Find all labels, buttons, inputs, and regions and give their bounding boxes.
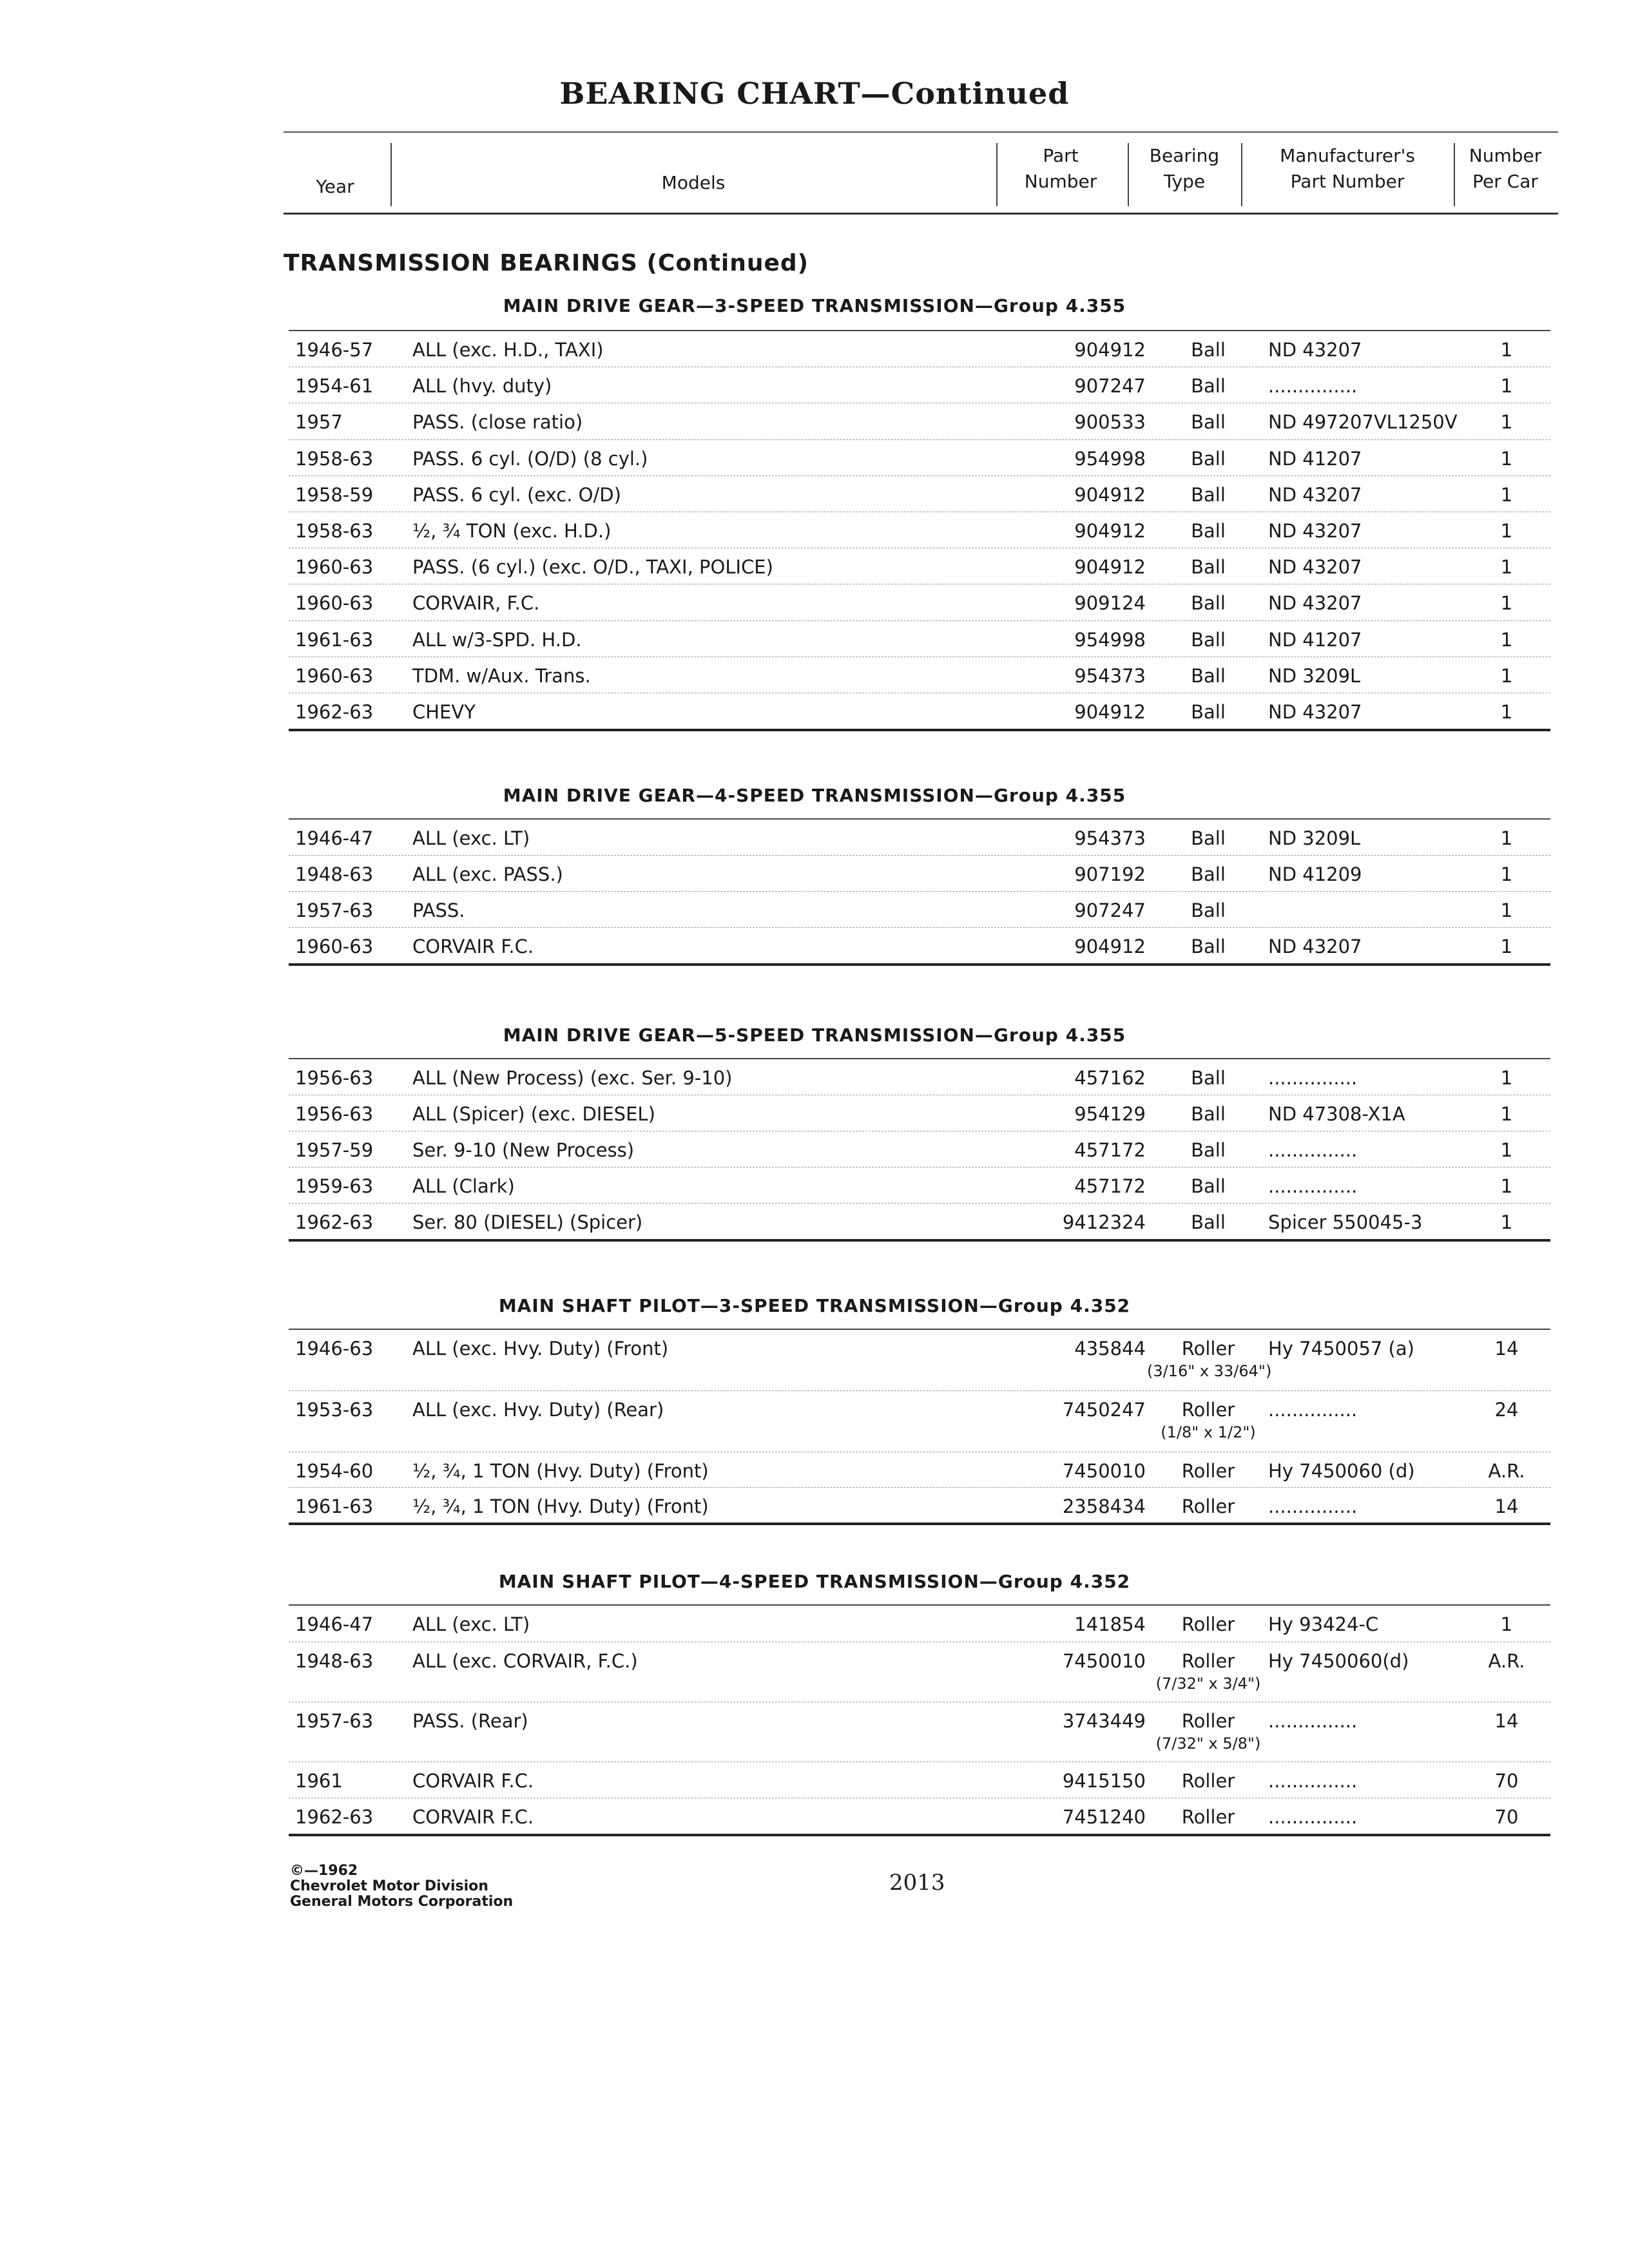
footer-corporation: General Motors Corporation <box>290 1894 514 1910</box>
mfr-part-cell: ............... <box>1268 1770 1358 1792</box>
table-row <box>289 476 1550 512</box>
part-number-cell: 9415150 <box>1062 1770 1146 1792</box>
mfr-part-cell: ND 43207 <box>1268 700 1362 723</box>
group-title: MAIN SHAFT PILOT—3-SPEED TRANSMISSION—Group 4.352 <box>498 1295 1131 1316</box>
mfr-part-cell: ND 3209L <box>1268 664 1361 687</box>
model-cell: ALL (exc. Hvy. Duty) (Rear) <box>412 1399 664 1421</box>
year-cell: 1948-63 <box>295 1650 374 1672</box>
model-cell: PASS. (6 cyl.) (exc. O/D., TAXI, POLICE) <box>412 556 773 579</box>
part-number-cell: 904912 <box>1074 700 1146 723</box>
part-number-cell: 435844 <box>1074 1338 1146 1360</box>
per-car-cell: 1 <box>1500 628 1513 651</box>
bearing-type-cell: Ball <box>1191 700 1226 723</box>
mfr-part-cell: ............... <box>1268 1139 1358 1161</box>
year-cell: 1958-59 <box>295 483 374 506</box>
bearing-type-cell: Ball <box>1191 519 1226 542</box>
header-bottom-rule <box>284 213 1558 215</box>
mfr-part-cell: ............... <box>1268 1175 1358 1197</box>
group-title: MAIN DRIVE GEAR—4-SPEED TRANSMISSION—Group 4.355 <box>503 785 1126 806</box>
per-car-cell: 1 <box>1500 375 1513 398</box>
table-row <box>289 331 1550 367</box>
mfr-part-cell: ............... <box>1268 375 1358 398</box>
mfr-part-cell: ND 43207 <box>1268 519 1362 542</box>
col-header-bearing-type <box>1128 143 1241 195</box>
year-cell: 1962-63 <box>295 1211 374 1233</box>
model-cell: CORVAIR F.C. <box>412 1770 534 1792</box>
roller-size-cell: (1/8" x 1/2") <box>1161 1423 1256 1441</box>
model-cell: ALL (Clark) <box>412 1175 515 1197</box>
per-car-cell: A.R. <box>1488 1650 1525 1672</box>
per-car-cell: 1 <box>1500 483 1513 506</box>
bearing-table <box>289 1329 1550 1525</box>
model-cell: ½, ¾ TON (exc. H.D.) <box>412 519 612 542</box>
per-car-cell: 1 <box>1500 447 1513 470</box>
per-car-cell: 1 <box>1500 936 1513 957</box>
part-number-cell: 2358434 <box>1062 1495 1146 1517</box>
per-car-cell: A.R. <box>1488 1460 1525 1482</box>
bearing-type-cell: Ball <box>1191 664 1226 687</box>
bearing-type-cell: Ball <box>1191 827 1226 849</box>
model-cell: Ser. 80 (DIESEL) (Spicer) <box>412 1211 643 1233</box>
table-row <box>289 927 1550 963</box>
per-car-cell: 24 <box>1494 1399 1519 1421</box>
part-number-cell: 7450247 <box>1062 1399 1146 1421</box>
model-cell: ½, ¾, 1 TON (Hvy. Duty) (Front) <box>412 1460 709 1482</box>
mfr-part-cell: Hy 7450057 (a) <box>1268 1338 1414 1360</box>
year-cell: 1957-59 <box>295 1139 374 1161</box>
model-cell: PASS. (close ratio) <box>412 411 583 434</box>
per-car-cell: 70 <box>1494 1806 1519 1828</box>
year-cell: 1960-63 <box>295 592 374 615</box>
per-car-cell: 1 <box>1500 827 1513 849</box>
section-heading: TRANSMISSION BEARINGS (Continued) <box>284 250 809 276</box>
bearing-type-cell: Roller <box>1181 1806 1235 1828</box>
group-title: MAIN DRIVE GEAR—5-SPEED TRANSMISSION—Group 4.355 <box>503 1024 1126 1046</box>
per-car-cell: 1 <box>1500 1613 1513 1635</box>
mfr-part-cell: ............... <box>1268 1495 1358 1517</box>
table-row <box>289 820 1550 855</box>
year-cell: 1958-63 <box>295 519 374 542</box>
model-cell: ALL (Spicer) (exc. DIESEL) <box>412 1103 655 1125</box>
per-car-cell: 1 <box>1500 1175 1513 1197</box>
col-header-qty-line1: Number <box>1469 145 1542 166</box>
mfr-part-cell: Spicer 550045-3 <box>1268 1211 1423 1233</box>
col-header-part-line2: Number <box>1024 171 1097 192</box>
mfr-part-cell: ND 47308-X1A <box>1268 1103 1405 1125</box>
model-cell: ALL (exc. Hvy. Duty) (Front) <box>412 1338 669 1360</box>
bearing-type-cell: Ball <box>1191 1067 1226 1089</box>
col-header-year: Year <box>316 176 354 197</box>
mfr-part-cell: ND 43207 <box>1268 483 1362 506</box>
per-car-cell: 1 <box>1500 556 1513 579</box>
footer-division: Chevrolet Motor Division <box>290 1878 488 1894</box>
part-number-cell: 954373 <box>1074 827 1146 849</box>
mfr-part-cell: ND 43207 <box>1268 339 1362 361</box>
per-car-cell: 1 <box>1500 592 1513 615</box>
per-car-cell: 1 <box>1500 1067 1513 1089</box>
per-car-cell: 1 <box>1500 700 1513 723</box>
year-cell: 1946-63 <box>295 1338 374 1360</box>
table-row <box>289 1167 1550 1203</box>
part-number-cell: 900533 <box>1074 411 1146 434</box>
table-row <box>289 584 1550 620</box>
year-cell: 1953-63 <box>295 1399 374 1421</box>
mfr-part-cell: ND 3209L <box>1268 827 1361 849</box>
bearing-type-cell: Ball <box>1191 1211 1226 1233</box>
part-number-cell: 904912 <box>1074 556 1146 579</box>
model-cell: ALL (New Process) (exc. Ser. 9-10) <box>412 1067 733 1089</box>
bearing-table <box>289 1058 1550 1242</box>
part-number-cell: 954129 <box>1074 1103 1146 1125</box>
part-number-cell: 457162 <box>1074 1067 1146 1089</box>
part-number-cell: 904912 <box>1074 339 1146 361</box>
year-cell: 1962-63 <box>295 1806 374 1828</box>
mfr-part-cell: Hy 93424-C <box>1268 1613 1379 1635</box>
year-cell: 1946-57 <box>295 339 374 361</box>
bearing-table <box>289 1604 1550 1836</box>
mfr-part-cell: Hy 7450060(d) <box>1268 1650 1409 1672</box>
bearing-type-cell: Roller <box>1181 1399 1235 1421</box>
page-title: BEARING CHART—Continued <box>559 76 1070 111</box>
part-number-cell: 954373 <box>1074 664 1146 687</box>
bearing-type-cell: Ball <box>1191 899 1226 921</box>
bearing-type-cell: Ball <box>1191 1175 1226 1197</box>
bearing-type-cell: Roller <box>1181 1495 1235 1517</box>
model-cell: CORVAIR, F.C. <box>412 592 540 615</box>
year-cell: 1962-63 <box>295 700 374 723</box>
part-number-cell: 141854 <box>1074 1613 1146 1635</box>
part-number-cell: 457172 <box>1074 1139 1146 1161</box>
bearing-type-cell: Ball <box>1191 1139 1226 1161</box>
table-row <box>289 855 1550 891</box>
bearing-type-cell: Ball <box>1191 628 1226 651</box>
per-car-cell: 1 <box>1500 339 1513 361</box>
mfr-part-cell: ............... <box>1268 1399 1358 1421</box>
roller-size-cell: (7/32" x 5/8") <box>1155 1735 1261 1753</box>
model-cell: ALL (exc. LT) <box>412 1613 530 1635</box>
year-cell: 1958-63 <box>295 447 374 470</box>
model-cell: TDM. w/Aux. Trans. <box>412 664 591 687</box>
mfr-part-cell: ND 43207 <box>1268 592 1362 615</box>
model-cell: ALL (exc. CORVAIR, F.C.) <box>412 1650 638 1672</box>
per-car-cell: 1 <box>1500 1211 1513 1233</box>
part-number-cell: 907247 <box>1074 899 1146 921</box>
bearing-type-cell: Ball <box>1191 411 1226 434</box>
model-cell: ½, ¾, 1 TON (Hvy. Duty) (Front) <box>412 1495 709 1517</box>
table-row <box>289 1131 1550 1167</box>
table-row <box>289 693 1550 729</box>
model-cell: PASS. (Rear) <box>412 1710 528 1732</box>
per-car-cell: 14 <box>1494 1495 1519 1517</box>
bearing-type-cell: Roller <box>1181 1710 1235 1732</box>
bearing-type-cell: Ball <box>1191 936 1226 957</box>
roller-size-cell: (3/16" x 33/64") <box>1147 1362 1272 1380</box>
part-number-cell: 909124 <box>1074 592 1146 615</box>
per-car-cell: 1 <box>1500 411 1513 434</box>
table-row <box>289 620 1550 657</box>
year-cell: 1954-60 <box>295 1460 374 1482</box>
part-number-cell: 7450010 <box>1062 1650 1146 1672</box>
page-number: 2013 <box>889 1870 945 1896</box>
part-number-cell: 7451240 <box>1062 1806 1146 1828</box>
bearing-type-cell: Roller <box>1181 1338 1235 1360</box>
model-cell: ALL (hvy. duty) <box>412 375 552 398</box>
per-car-cell: 1 <box>1500 1103 1513 1125</box>
part-number-cell: 907192 <box>1074 863 1146 885</box>
header-top-rule <box>284 131 1558 133</box>
bearing-type-cell: Ball <box>1191 556 1226 579</box>
part-number-cell: 954998 <box>1074 628 1146 651</box>
part-number-cell: 9412324 <box>1062 1211 1146 1233</box>
table-row <box>289 403 1550 439</box>
mfr-part-cell: ND 497207VL1250V <box>1268 411 1458 434</box>
year-cell: 1960-63 <box>295 664 374 687</box>
per-car-cell: 70 <box>1494 1770 1519 1792</box>
table-row <box>289 657 1550 693</box>
mfr-part-cell: ND 43207 <box>1268 556 1362 579</box>
bearing-type-cell: Roller <box>1181 1460 1235 1482</box>
mfr-part-cell: ND 41207 <box>1268 628 1362 651</box>
year-cell: 1954-61 <box>295 375 374 398</box>
table-row <box>289 367 1550 403</box>
bearing-type-cell: Ball <box>1191 339 1226 361</box>
part-number-cell: 457172 <box>1074 1175 1146 1197</box>
model-cell: ALL (exc. LT) <box>412 827 530 849</box>
part-number-cell: 904912 <box>1074 519 1146 542</box>
year-cell: 1959-63 <box>295 1175 374 1197</box>
per-car-cell: 1 <box>1500 899 1513 921</box>
part-number-cell: 954998 <box>1074 447 1146 470</box>
model-cell: CORVAIR F.C. <box>412 1806 534 1828</box>
mfr-part-cell: ND 41207 <box>1268 447 1362 470</box>
part-number-cell: 904912 <box>1074 483 1146 506</box>
group-title: MAIN SHAFT PILOT—4-SPEED TRANSMISSION—Group 4.352 <box>498 1571 1131 1592</box>
mfr-part-cell: ............... <box>1268 1067 1358 1089</box>
year-cell: 1946-47 <box>295 1613 374 1635</box>
bearing-table <box>289 818 1550 966</box>
table-row <box>289 1390 1550 1452</box>
mfr-part-cell: Hy 7450060 (d) <box>1268 1460 1415 1482</box>
table-row <box>289 1702 1550 1762</box>
year-cell: 1960-63 <box>295 556 374 579</box>
per-car-cell: 1 <box>1500 519 1513 542</box>
table-row <box>289 891 1550 927</box>
year-cell: 1957-63 <box>295 1710 374 1732</box>
year-cell: 1961 <box>295 1770 343 1792</box>
per-car-cell: 14 <box>1494 1710 1519 1732</box>
roller-size-cell: (7/32" x 3/4") <box>1155 1675 1261 1693</box>
model-cell: PASS. <box>412 899 465 921</box>
col-header-mfr-part <box>1241 143 1454 195</box>
model-cell: Ser. 9-10 (New Process) <box>412 1139 635 1161</box>
col-header-part-number <box>996 143 1125 195</box>
table-row <box>289 1330 1550 1390</box>
table-row <box>289 1762 1550 1798</box>
year-cell: 1956-63 <box>295 1103 374 1125</box>
group-title: MAIN DRIVE GEAR—3-SPEED TRANSMISSION—Group 4.355 <box>503 295 1126 316</box>
year-cell: 1960-63 <box>295 936 374 957</box>
year-cell: 1956-63 <box>295 1067 374 1089</box>
col-header-qty-line2: Per Car <box>1472 171 1538 192</box>
mfr-part-cell: ND 43207 <box>1268 936 1362 957</box>
table-row <box>289 1452 1550 1487</box>
per-car-cell: 1 <box>1500 863 1513 885</box>
part-number-cell: 904912 <box>1074 936 1146 957</box>
table-row <box>289 1606 1550 1642</box>
model-cell: PASS. 6 cyl. (O/D) (8 cyl.) <box>412 447 648 470</box>
bearing-type-cell: Ball <box>1191 447 1226 470</box>
col-header-per-car <box>1454 143 1557 195</box>
bearing-type-cell: Roller <box>1181 1613 1235 1635</box>
bearing-type-cell: Ball <box>1191 863 1226 885</box>
col-header-mfr-line2: Part Number <box>1290 171 1405 192</box>
bearing-table <box>289 330 1550 731</box>
bearing-type-cell: Ball <box>1191 1103 1226 1125</box>
mfr-part-cell: ND 41209 <box>1268 863 1362 885</box>
col-header-models: Models <box>661 172 726 193</box>
footer-credit <box>290 1863 513 1910</box>
model-cell: CORVAIR F.C. <box>412 936 534 957</box>
table-row <box>289 439 1550 476</box>
model-cell: CHEVY <box>412 700 476 723</box>
table-row <box>289 1642 1550 1702</box>
model-cell: ALL (exc. H.D., TAXI) <box>412 339 604 361</box>
year-cell: 1961-63 <box>295 628 374 651</box>
year-cell: 1957-63 <box>295 899 374 921</box>
per-car-cell: 14 <box>1494 1338 1519 1360</box>
year-cell: 1961-63 <box>295 1495 374 1517</box>
table-row <box>289 512 1550 548</box>
bearing-type-cell: Roller <box>1181 1770 1235 1792</box>
table-row <box>289 1059 1550 1095</box>
year-cell: 1957 <box>295 411 343 434</box>
col-header-type-line2: Type <box>1163 171 1206 192</box>
year-cell: 1948-63 <box>295 863 374 885</box>
footer-copyright: ©—1962 <box>290 1863 358 1879</box>
model-cell: ALL (exc. PASS.) <box>412 863 563 885</box>
bearing-type-cell: Ball <box>1191 592 1226 615</box>
year-cell: 1946-47 <box>295 827 374 849</box>
model-cell: ALL w/3-SPD. H.D. <box>412 628 582 651</box>
table-row <box>289 1095 1550 1131</box>
part-number-cell: 3743449 <box>1062 1710 1146 1732</box>
bearing-type-cell: Roller <box>1181 1650 1235 1672</box>
col-header-mfr-line1: Manufacturer's <box>1280 145 1415 166</box>
part-number-cell: 907247 <box>1074 375 1146 398</box>
mfr-part-cell: ............... <box>1268 1806 1358 1828</box>
table-row <box>289 1203 1550 1239</box>
model-cell: PASS. 6 cyl. (exc. O/D) <box>412 483 621 506</box>
col-header-part-line1: Part <box>1043 145 1079 166</box>
bearing-type-cell: Ball <box>1191 483 1226 506</box>
mfr-part-cell: ............... <box>1268 1710 1358 1732</box>
per-car-cell: 1 <box>1500 1139 1513 1161</box>
bearing-type-cell: Ball <box>1191 375 1226 398</box>
per-car-cell: 1 <box>1500 664 1513 687</box>
col-header-type-line1: Bearing <box>1149 145 1220 166</box>
table-row <box>289 1798 1550 1834</box>
table-row <box>289 1487 1550 1523</box>
table-row <box>289 548 1550 584</box>
part-number-cell: 7450010 <box>1062 1460 1146 1482</box>
